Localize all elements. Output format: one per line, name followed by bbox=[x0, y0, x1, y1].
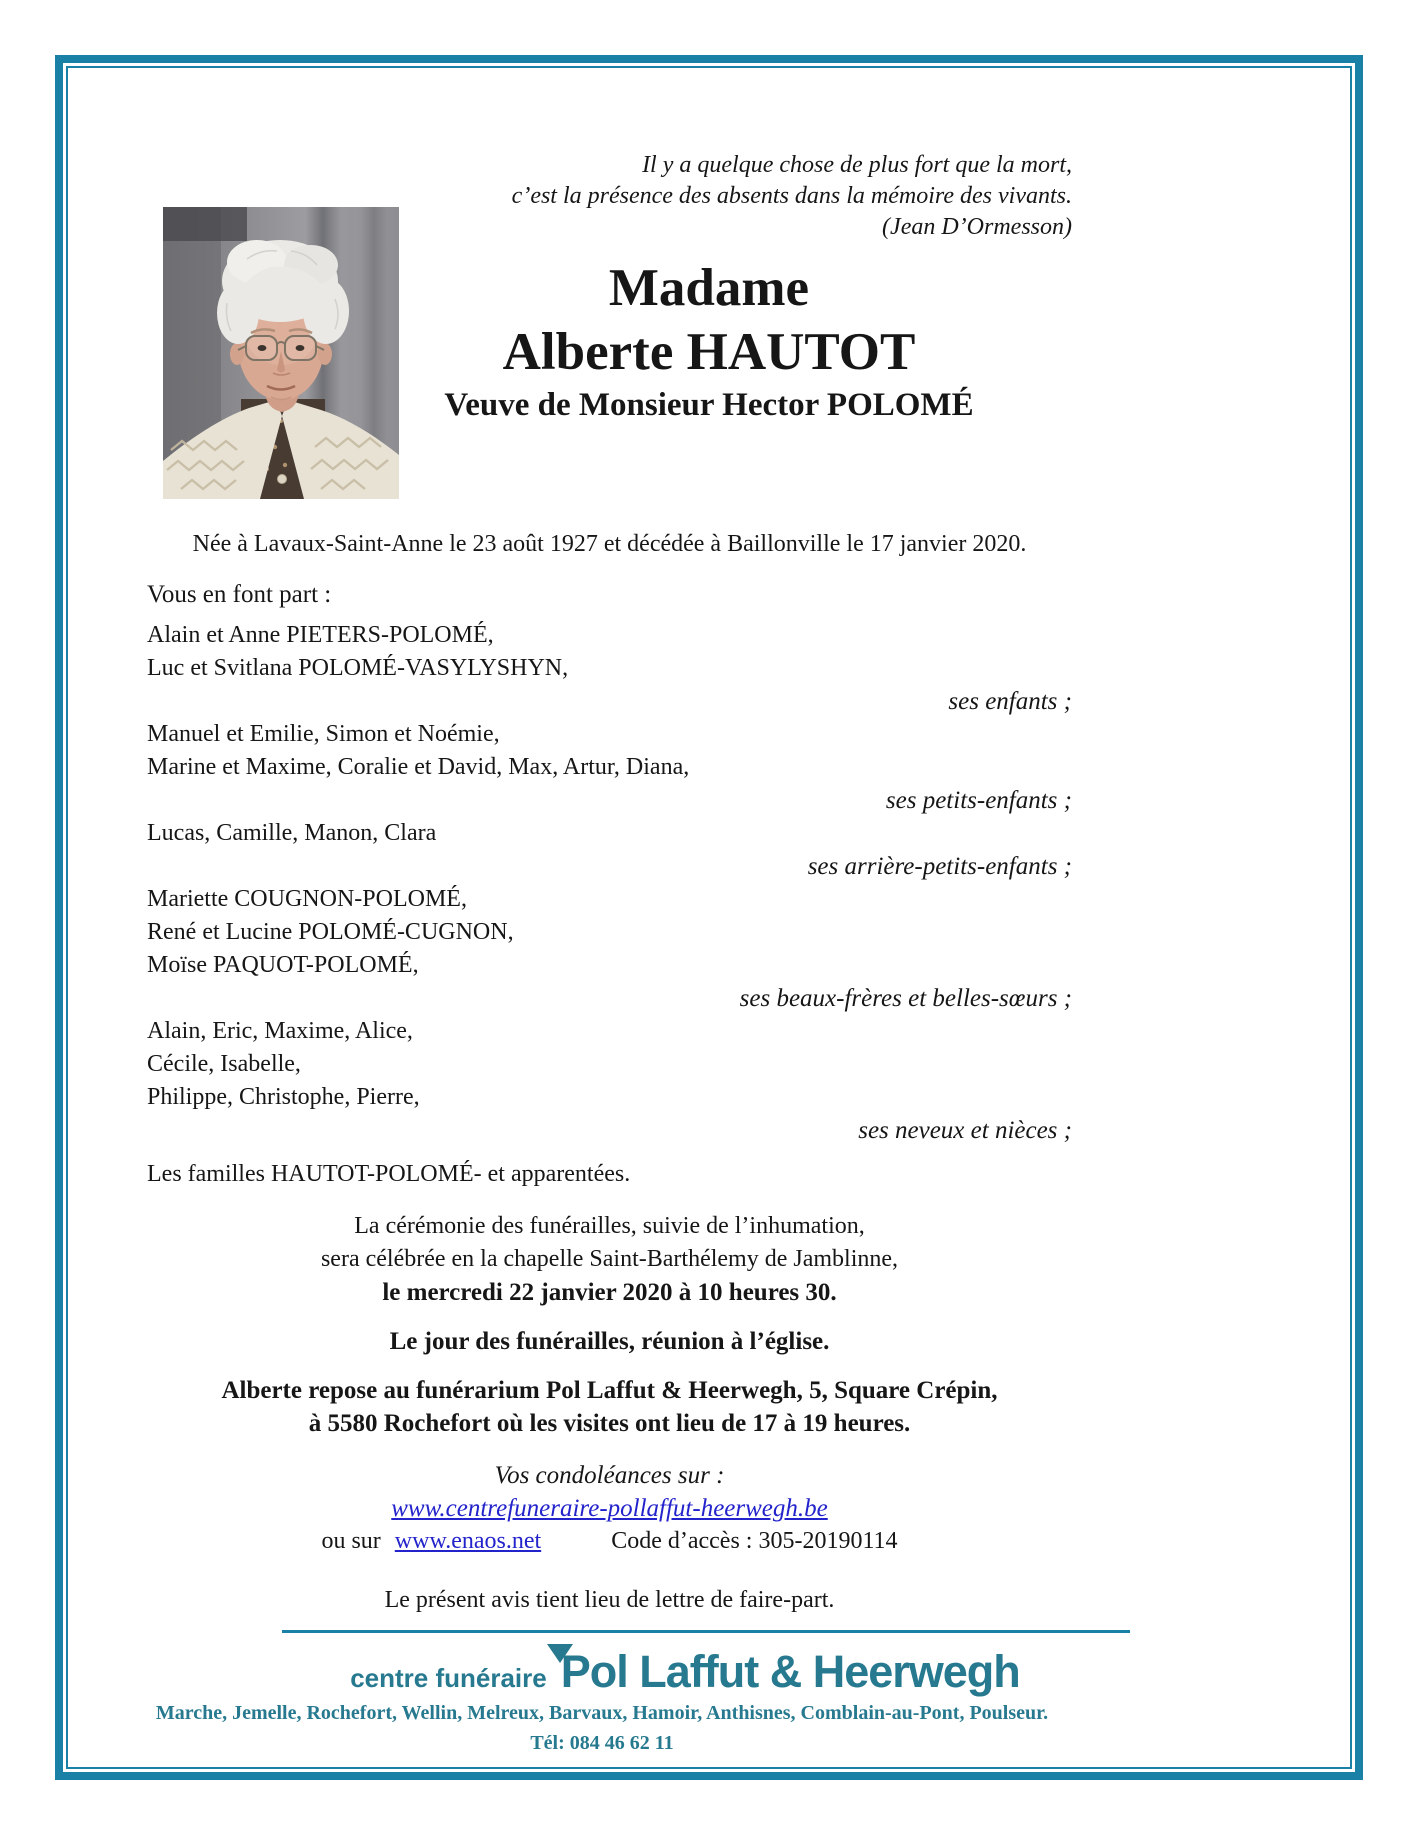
announcement-intro: Vous en font part : bbox=[147, 581, 332, 608]
family-names-line: Alain et Anne PIETERS-POLOMÉ, bbox=[147, 622, 494, 648]
ceremony-datetime: le mercredi 22 janvier 2020 à 10 heures 30. bbox=[382, 1279, 837, 1306]
life-dates-line: Née à Lavaux-Saint-Anne le 23 août 1927 et décédée à Baillonville le 17 janvier 2020. bbox=[192, 531, 1027, 557]
families-line: Les familles HAUTOT-POLOMÉ- et apparentées. bbox=[147, 1161, 631, 1187]
funeral-home-name bbox=[561, 1646, 1020, 1698]
quote-attribution: (Jean D’Ormesson) bbox=[882, 214, 1072, 240]
visitation-line-2: à 5580 Rochefort où les visites ont lieu de 17 à 19 heures. bbox=[308, 1410, 911, 1437]
funeral-home-website-link[interactable]: www.centrefuneraire-pollaffut-heerwegh.be bbox=[391, 1495, 828, 1522]
title-block bbox=[55, 256, 1363, 426]
family-names-line: René et Lucine POLOMÉ-CUGNON, bbox=[147, 919, 514, 945]
family-names-line: Philippe, Christophe, Pierre, bbox=[147, 1084, 420, 1110]
widow-line: Veuve de Monsieur Hector POLOMÉ bbox=[444, 387, 974, 423]
farewell-notice: Le présent avis tient lieu de lettre de faire-part. bbox=[384, 1587, 835, 1613]
family-names-line: Moïse PAQUOT-POLOMÉ, bbox=[147, 952, 419, 978]
funeral-home-locations: Marche, Jemelle, Rochefort, Wellin, Melreux, Barvaux, Hamoir, Anthisnes, Comblain-au-Pont, Poulseur. bbox=[155, 1702, 1049, 1724]
logo-triangle-icon bbox=[547, 1644, 573, 1663]
relation-label: ses beaux-frères et belles-sœurs ; bbox=[739, 985, 1072, 1012]
ceremony-meeting-line: Le jour des funérailles, réunion à l’église. bbox=[389, 1328, 830, 1355]
relation-label: ses neveux et nièces ; bbox=[858, 1117, 1072, 1144]
enaos-row bbox=[147, 1525, 1072, 1558]
civility-title: Madame bbox=[608, 259, 810, 317]
footer-divider bbox=[282, 1630, 1130, 1633]
visitation-line-1: Alberte repose au funérarium Pol Laffut & Heerwegh, 5, Square Crépin, bbox=[221, 1377, 998, 1404]
funeral-home-logo bbox=[55, 1646, 1315, 1698]
family-names-line: Alain, Eric, Maxime, Alice, bbox=[147, 1018, 413, 1044]
family-names-line: Manuel et Emilie, Simon et Noémie, bbox=[147, 721, 500, 747]
family-list bbox=[147, 619, 1072, 1191]
family-names-line: Lucas, Camille, Manon, Clara bbox=[147, 820, 437, 846]
family-names-line: Luc et Svitlana POLOMÉ-VASYLYSHYN, bbox=[147, 655, 569, 681]
ceremony-block bbox=[147, 1210, 1072, 1617]
funeral-home-prefix: centre funéraire bbox=[350, 1663, 547, 1693]
condolences-website-row bbox=[147, 1492, 1072, 1525]
family-names-line: Cécile, Isabelle, bbox=[147, 1051, 301, 1077]
family-names-line: Mariette COUGNON-POLOMÉ, bbox=[147, 886, 467, 912]
ceremony-line-2: sera célébrée en la chapelle Saint-Barthélemy de Jamblinne, bbox=[320, 1246, 899, 1272]
enaos-prefix: ou sur bbox=[321, 1528, 381, 1554]
deceased-name: Alberte HAUTOT bbox=[502, 323, 916, 381]
ceremony-line-1: La cérémonie des funérailles, suivie de l’inhumation, bbox=[354, 1213, 865, 1239]
enaos-link[interactable]: www.enaos.net bbox=[394, 1528, 542, 1554]
condolences-label: Vos condoléances sur : bbox=[494, 1462, 725, 1489]
quote-line-1: Il y a quelque chose de plus fort que la mort, bbox=[642, 152, 1072, 178]
family-names-line: Marine et Maxime, Coralie et David, Max, Artur, Diana, bbox=[147, 754, 690, 780]
relation-label: ses enfants ; bbox=[948, 688, 1072, 715]
funeral-home-name-text: Pol Laffut & Heerwegh bbox=[560, 1646, 1020, 1697]
funeral-home-phone: Tél: 084 46 62 11 bbox=[530, 1732, 674, 1754]
access-code: Code d’accès : 305-20190114 bbox=[611, 1528, 898, 1554]
relation-label: ses arrière-petits-enfants ; bbox=[807, 853, 1072, 880]
relation-label: ses petits-enfants ; bbox=[885, 787, 1072, 814]
quote-line-2: c’est la présence des absents dans la mémoire des vivants. bbox=[511, 183, 1072, 209]
